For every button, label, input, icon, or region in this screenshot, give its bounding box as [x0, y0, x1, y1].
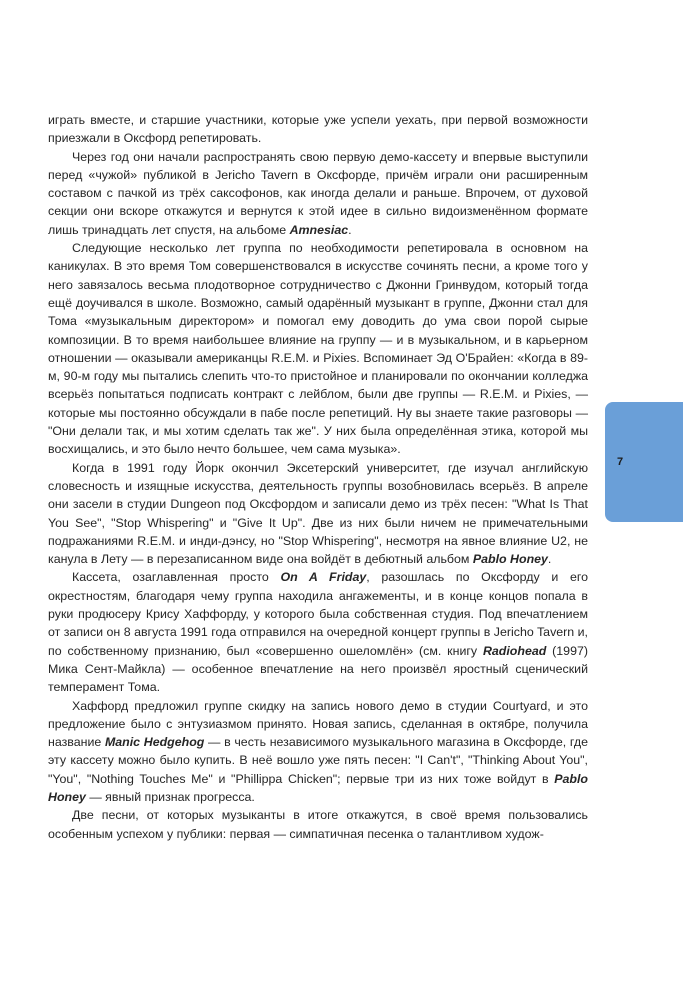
text-run: .: [547, 552, 552, 567]
page-number: 7: [617, 456, 624, 468]
paragraph: [48, 111, 588, 148]
text-run: Когда в 1991 году Йорк окончил Эксетерский университет, где изучал английскую словесность и изящные искусства, деятельность группы возобновилась всерьёз. В апреле они засели в студии Dungeon под Оксфордом и записали демо из трёх песен: "What Is That You See", "Stop Whispering" и "Give It Up". Две из них были ничем не примечательными подражаниями R.E.M. и инди-дэнсу, но "Stop Whispering", несмотря на явное влияние U2, не канула в Лету — в перезаписанном виде она войдёт в дебютный альбом: [48, 460, 588, 567]
paragraph: [48, 806, 588, 843]
text-run: играть вместе, и старшие участники, которые уже успели уехать, при первой возможности приезжали в Оксфорд репетировать.: [48, 113, 588, 146]
paragraph: [48, 239, 588, 459]
text-run: Хаффорд предложил группе скидку на запись нового демо в студии Courtyard, и это предложение было с энтузиазмом принято. Новая запись, сделанная в октябре, получила название: [48, 698, 588, 750]
text-run: Две песни, от которых музыканты в итоге откажутся, в своё время пользовались особенным успехом у публики: первая — симпатичная песенка о талантливом худож-: [48, 808, 588, 841]
text-run: (1997) Мика Сент-Майкла) — особенное впечатление на него произвёл яростный сценический темперамент Тома.: [48, 643, 588, 695]
album-title: Pablo Honey: [48, 771, 588, 804]
paragraph: [48, 697, 588, 807]
album-title: Amnesiac: [289, 222, 349, 237]
text-run: , разошлась по Оксфорду и его окрестностям, благодаря чему группа находила ангажементы, и в конце концов попала в руки продюсеру Крису Хаффорду, у которого была собственная студия. Под впечатлением от записи он 8 августа 1991 года отправился на очередной концерт группы в Jericho Tavern и, по собственному признанию, был «совершенно ошеломлён» (см. книгу: [48, 570, 588, 658]
text-run: Кассета, озаглавленная просто: [72, 570, 281, 585]
paragraph: [48, 568, 588, 696]
paragraph: [48, 148, 588, 239]
text-run: Через год они начали распространять свою первую демо-кассету и впервые выступили перед «чужой» публикой в Jericho Tavern в Оксфорде, причём играли они расширенным составом с пачкой из трёх саксофонов, как иногда делали и раньше. Впрочем, от духовой секции они вскоре откажутся и вернутся к этой идее в сильно видоизменённом формате лишь тринадцать лет спустя, на альбоме: [48, 149, 588, 237]
album-title: Pablo Honey: [472, 552, 548, 567]
text-run: .: [348, 222, 352, 237]
text-run: — явный признак прогресса.: [85, 789, 255, 804]
demo-title: On A Friday: [280, 570, 367, 585]
text-run: — в честь независимого музыкального магазина в Оксфорде, где эту кассету можно было купить. В неё вошло уже пять песен: "I Can't", "Thinking About You", "You", "Nothing Touches Me" и "Phillippa Chicken"; первые три из них тоже войдут в: [48, 735, 588, 786]
body-text: [48, 111, 588, 843]
paragraph: [48, 459, 588, 569]
demo-title: Manic Hedgehog: [104, 735, 205, 750]
book-title: Radiohead: [482, 643, 547, 658]
text-run: Следующие несколько лет группа по необходимости репетировала в основном на каникулах. В это время Том совершенствовался в искусстве сочинять песни, а кроме того у него завязалось весьма плодотворное сотрудничество с Джонни Гринвудом, который тогда ещё доучивался в школе. Возможно, самый одарённый музыкант в группе, Джонни стал для Тома «музыкальным директором» и помогал ему доводить до ума свои порой сырые композиции. В то время наибольшее влияние на группу — и в музыкальном, и в карьерном отношении — оказывали американцы R.E.M. и Pixies. Вспоминает Эд О'Брайен: «Когда в 89-м, 90-м году мы пытались слепить что-то пристойное и планировали по окончании колледжа всерьёз попытаться подписать контракт с лейблом, были две группы — R.E.M. и Pixies, — которые мы постоянно обсуждали в пабе после репетиций. Ну вы знаете такие разговоры — "Они делали так, и мы хотим сделать так же". У них была определённая этика, которой мы восхищались, и это было нечто большее, чем сама музыка».: [48, 241, 588, 457]
